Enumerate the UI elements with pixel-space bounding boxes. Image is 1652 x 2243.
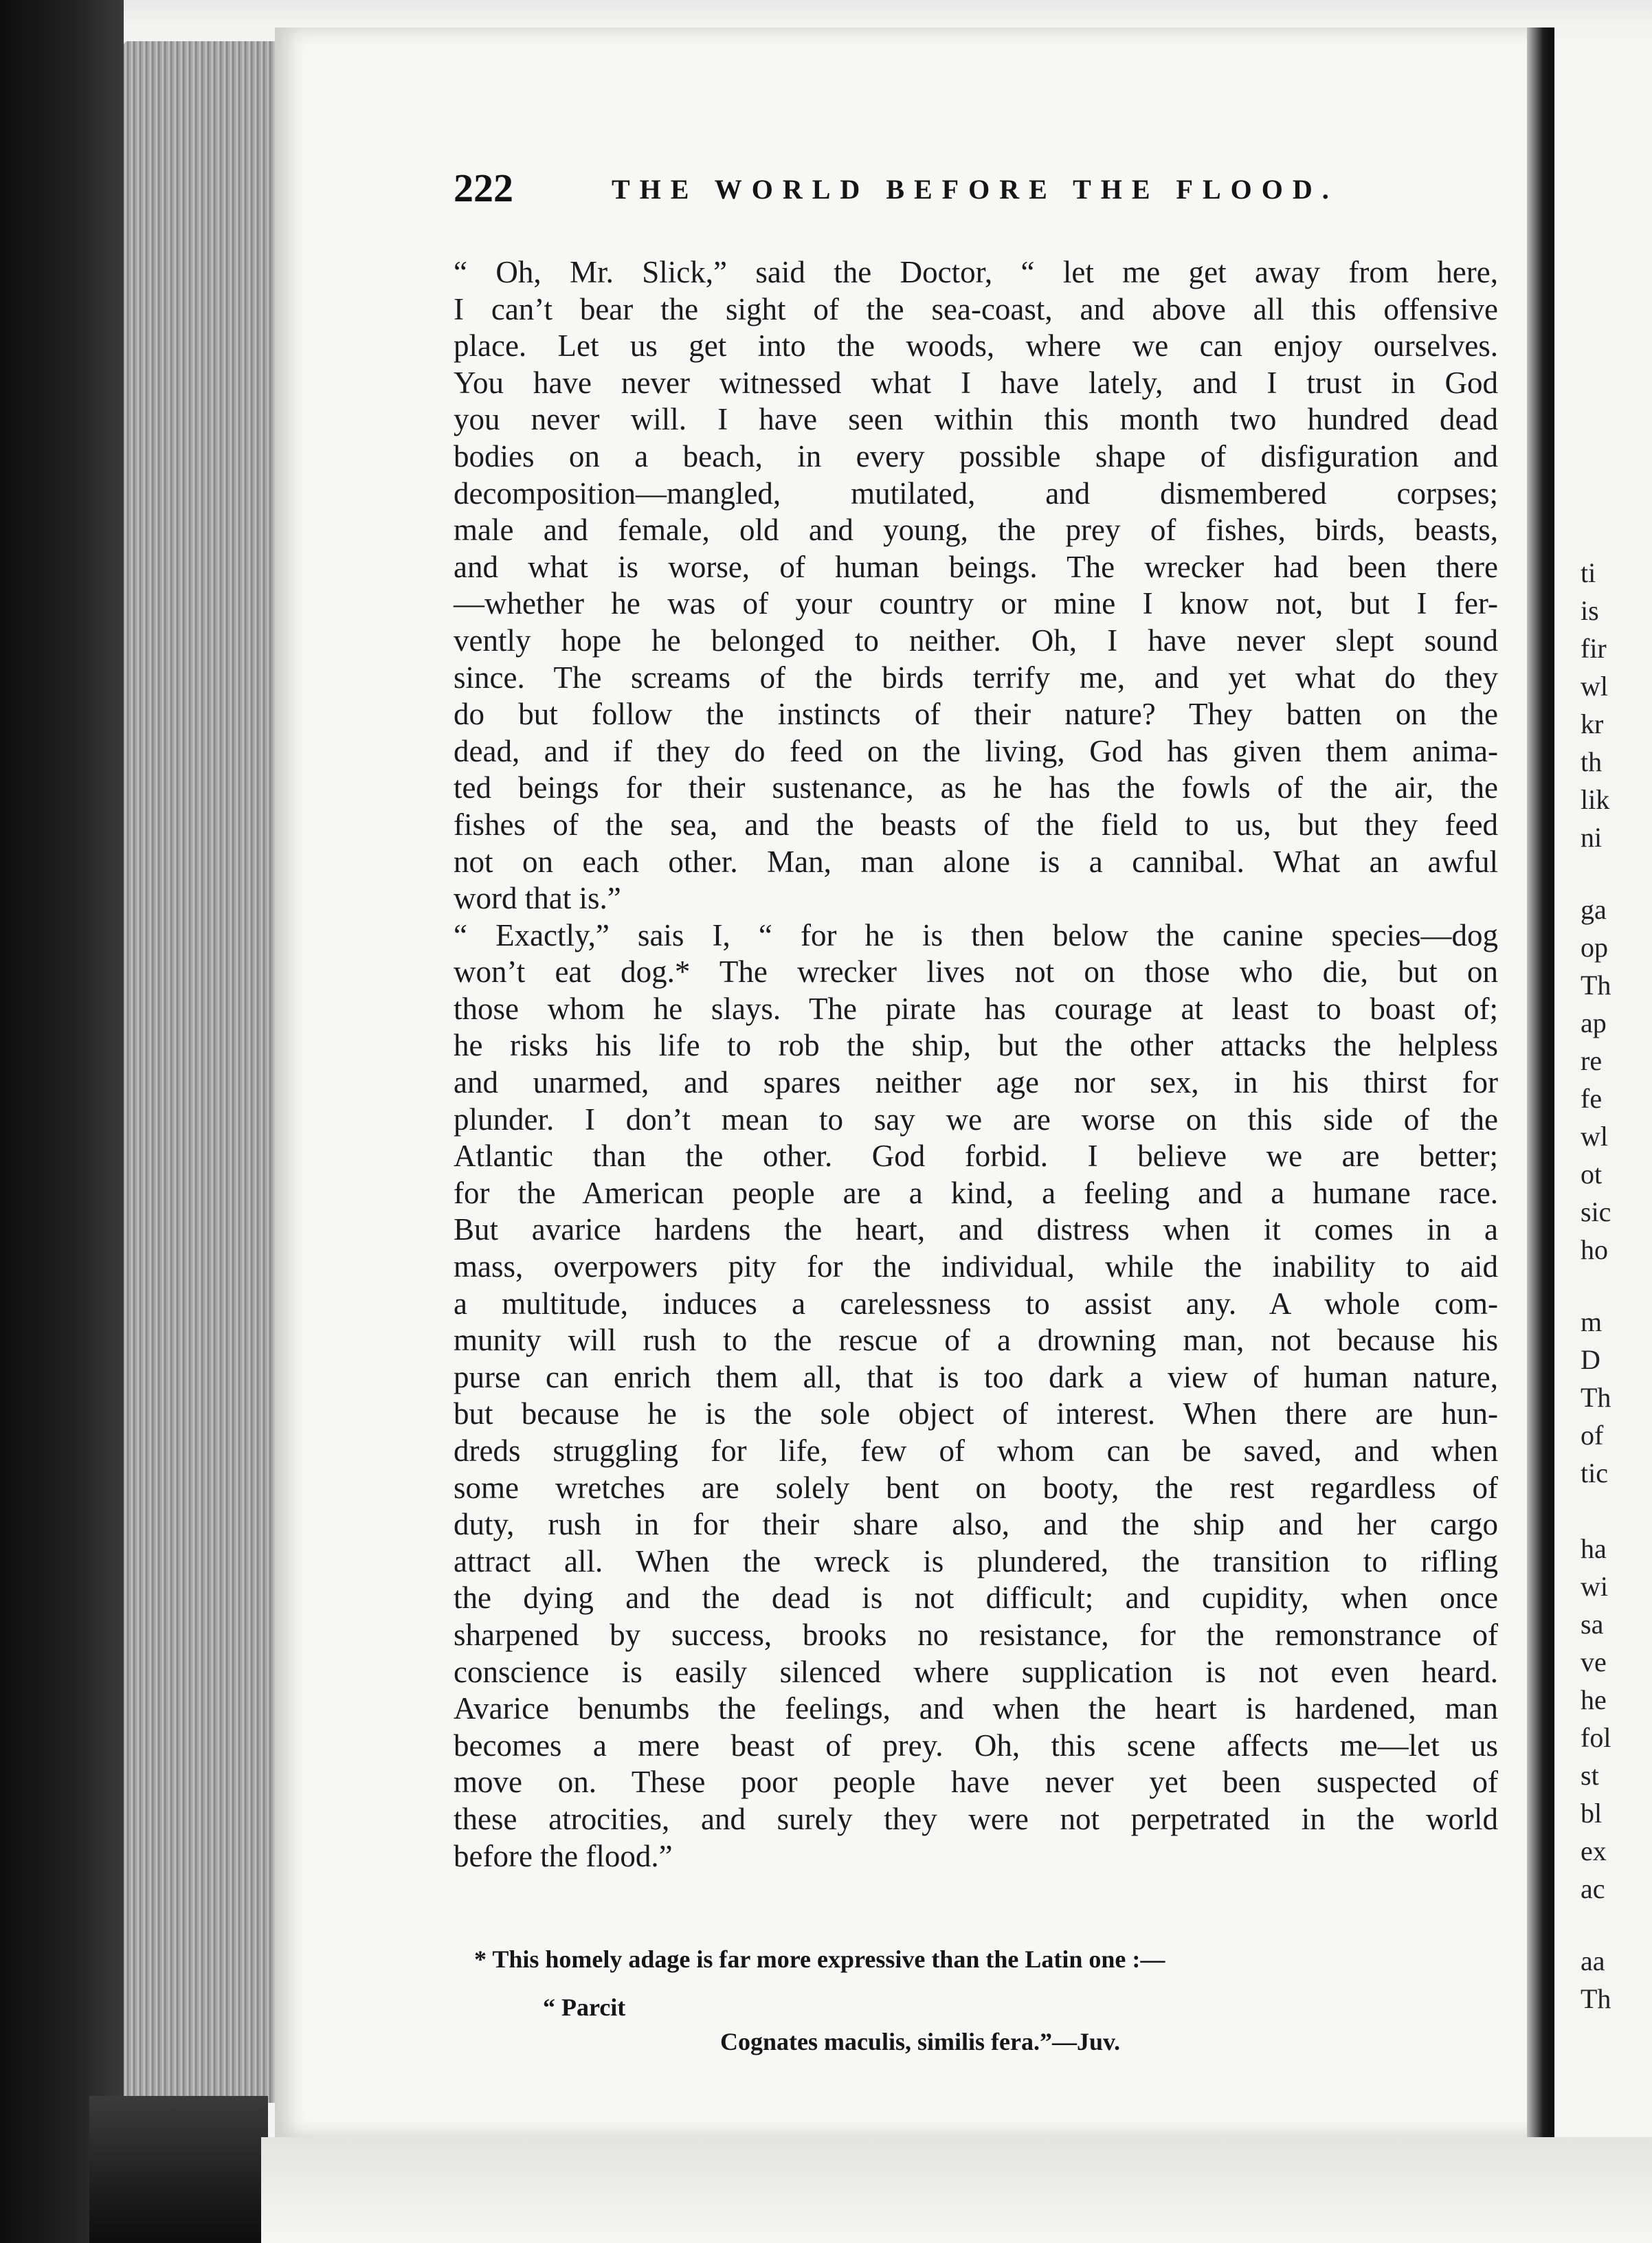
text-line: dreds struggling for life, few of whom can be saved, and when [454, 1433, 1498, 1468]
text-line: “ Exactly,” sais I, “ for he is then below the canine species—dog [454, 917, 1498, 952]
book-left-edge [0, 0, 124, 2243]
next-page-fragment: Th [1581, 970, 1611, 1001]
next-page-fragment: ve [1581, 1647, 1607, 1677]
next-page-fragment: is [1581, 595, 1599, 626]
text-line: purse can enrich them all, that is too dark a view of human nature, [454, 1359, 1498, 1394]
text-line: Avarice benumbs the feelings, and when the heart is hardened, man [454, 1691, 1498, 1726]
text-line: the dying and the dead is not difficult; and cupidity, when once [454, 1581, 1498, 1616]
running-head: THE WORLD BEFORE THE FLOOD. [612, 174, 1339, 205]
text-line: dead, and if they do feed on the living, God has given them anima- [454, 733, 1498, 768]
next-page-fragment: bl [1581, 1798, 1603, 1829]
next-page-fragment: kr [1581, 708, 1604, 739]
top-margin [124, 0, 1652, 27]
next-page-fragment: re [1581, 1045, 1603, 1076]
next-page-fragment: sic [1581, 1196, 1611, 1227]
footnote-quote-line-2: Cognates maculis, similis fera.”—Juv. [720, 2028, 1120, 2055]
text-line: won’t eat dog.* The wrecker lives not on those who die, but on [454, 955, 1498, 990]
text-line: I can’t bear the sight of the sea-coast, and above all this offensive [454, 291, 1498, 326]
text-line: a multitude, induces a carelessness to assist any. A whole com- [454, 1286, 1498, 1321]
text-line: mass, overpowers pity for the individual, while the inability to aid [454, 1249, 1498, 1284]
next-page-fragment: fir [1581, 633, 1607, 664]
next-page-fragment: D [1581, 1344, 1600, 1375]
text-line: he risks his life to rob the ship, but the other attacks the helpless [454, 1028, 1498, 1063]
next-page-fragment: ha [1581, 1533, 1607, 1564]
next-page-fragment: sa [1581, 1609, 1604, 1640]
text-line: sharpened by success, brooks no resistance, for the remonstrance of [454, 1617, 1498, 1652]
text-line: place. Let us get into the woods, where we can enjoy ourselves. [454, 328, 1498, 364]
next-page-fragment: of [1581, 1420, 1604, 1451]
footnote [474, 1945, 1368, 1974]
book-fore-edge [124, 41, 275, 2103]
text-line: move on. These poor people have never yet been suspected of [454, 1765, 1498, 1800]
next-page-fragment: aa [1581, 1945, 1605, 1976]
text-line: bodies on a beach, in every possible shape of disfiguration and [454, 438, 1498, 473]
body-text [454, 254, 1498, 1875]
next-page-fragment: he [1581, 1684, 1607, 1715]
text-line: decomposition—mangled, mutilated, and dismembered corpses; [454, 476, 1498, 511]
page-header [454, 165, 1361, 220]
next-page-fragment: ex [1581, 1835, 1607, 1866]
next-page-fragment: m [1581, 1306, 1603, 1337]
next-page-fragment: Th [1581, 1983, 1611, 2014]
next-page-fragment: fol [1581, 1722, 1611, 1753]
text-line: fishes of the sea, and the beasts of the field to us, but they feed [454, 807, 1498, 842]
text-line: since. The screams of the birds terrify me, and yet what do they [454, 660, 1498, 695]
text-line: before the flood.” [454, 1838, 673, 1873]
text-line: male and female, old and young, the prey of fishes, birds, beasts, [454, 513, 1498, 548]
bottom-margin [261, 2137, 1652, 2243]
text-line: munity will rush to the rescue of a drowning man, not because his [454, 1323, 1498, 1358]
text-line: vently hope he belonged to neither. Oh, I have never slept sound [454, 623, 1498, 658]
page-number: 222 [454, 166, 513, 210]
text-line: word that is.” [454, 881, 621, 916]
next-page-fragment: wi [1581, 1571, 1608, 1602]
next-page-fragment: Th [1581, 1382, 1611, 1413]
next-page-fragment: wl [1581, 671, 1608, 702]
next-page-fragment: ho [1581, 1234, 1608, 1265]
next-page-fragment: ap [1581, 1007, 1607, 1038]
text-line: those whom he slays. The pirate has courage at least to boast of; [454, 991, 1498, 1026]
footnote-text: * This homely adage is far more expressive than the Latin one :— [474, 1945, 1165, 1973]
text-line: do but follow the instincts of their nature? They batten on the [454, 697, 1498, 732]
text-line: and what is worse, of human beings. The wrecker had been there [454, 549, 1498, 584]
next-page-fragment: th [1581, 746, 1603, 777]
text-line: you never will. I have seen within this month two hundred dead [454, 402, 1498, 437]
text-line: plunder. I don’t mean to say we are worse on this side of the [454, 1102, 1498, 1137]
text-line: attract all. When the wreck is plundered, the transition to rifling [454, 1543, 1498, 1578]
next-page-fragment: lik [1581, 784, 1610, 815]
next-page-fragment: ti [1581, 557, 1596, 588]
page-gutter [1527, 27, 1554, 2137]
footnote-quote-line-1: “ Parcit [543, 1994, 626, 2021]
next-page-fragment: fe [1581, 1083, 1603, 1114]
next-page-fragment: op [1581, 932, 1608, 963]
next-page-sliver [1554, 41, 1652, 2137]
text-line: But avarice hardens the heart, and distress when it comes in a [454, 1212, 1498, 1247]
text-line: becomes a mere beast of prey. Oh, this scene affects me—let us [454, 1728, 1498, 1763]
text-line: ted beings for their sustenance, as he has the fowls of the air, the [454, 770, 1498, 805]
text-line: and unarmed, and spares neither age nor sex, in his thirst for [454, 1065, 1498, 1100]
text-line: not on each other. Man, man alone is a cannibal. What an awful [454, 844, 1498, 879]
text-line: Atlantic than the other. God forbid. I believe we are better; [454, 1139, 1498, 1174]
text-line: “ Oh, Mr. Slick,” said the Doctor, “ let me get away from here, [454, 255, 1498, 289]
next-page-fragment: wl [1581, 1121, 1608, 1152]
text-line: duty, rush in for their share also, and the ship and her cargo [454, 1507, 1498, 1542]
next-page-fragment: ga [1581, 894, 1607, 925]
next-page-fragment: tic [1581, 1458, 1608, 1488]
next-page-fragment: st [1581, 1760, 1599, 1791]
text-line: these atrocities, and surely they were not perpetrated in the world [454, 1801, 1498, 1836]
text-line: conscience is easily silenced where supplication is not even heard. [454, 1654, 1498, 1689]
text-line: You have never witnessed what I have lately, and I trust in God [454, 365, 1498, 400]
text-line: but because he is the sole object of interest. When there are hun- [454, 1396, 1498, 1431]
next-page-fragment: ot [1581, 1159, 1603, 1190]
text-line: some wretches are solely bent on booty, the rest regardless of [454, 1470, 1498, 1505]
book-bottom-edge [89, 2096, 268, 2243]
next-page-fragment: ac [1581, 1873, 1605, 1904]
next-page-fragment: ni [1581, 822, 1603, 853]
text-line: for the American people are a kind, a feeling and a humane race. [454, 1175, 1498, 1210]
text-line: —whether he was of your country or mine I know not, but I fer- [454, 586, 1498, 621]
